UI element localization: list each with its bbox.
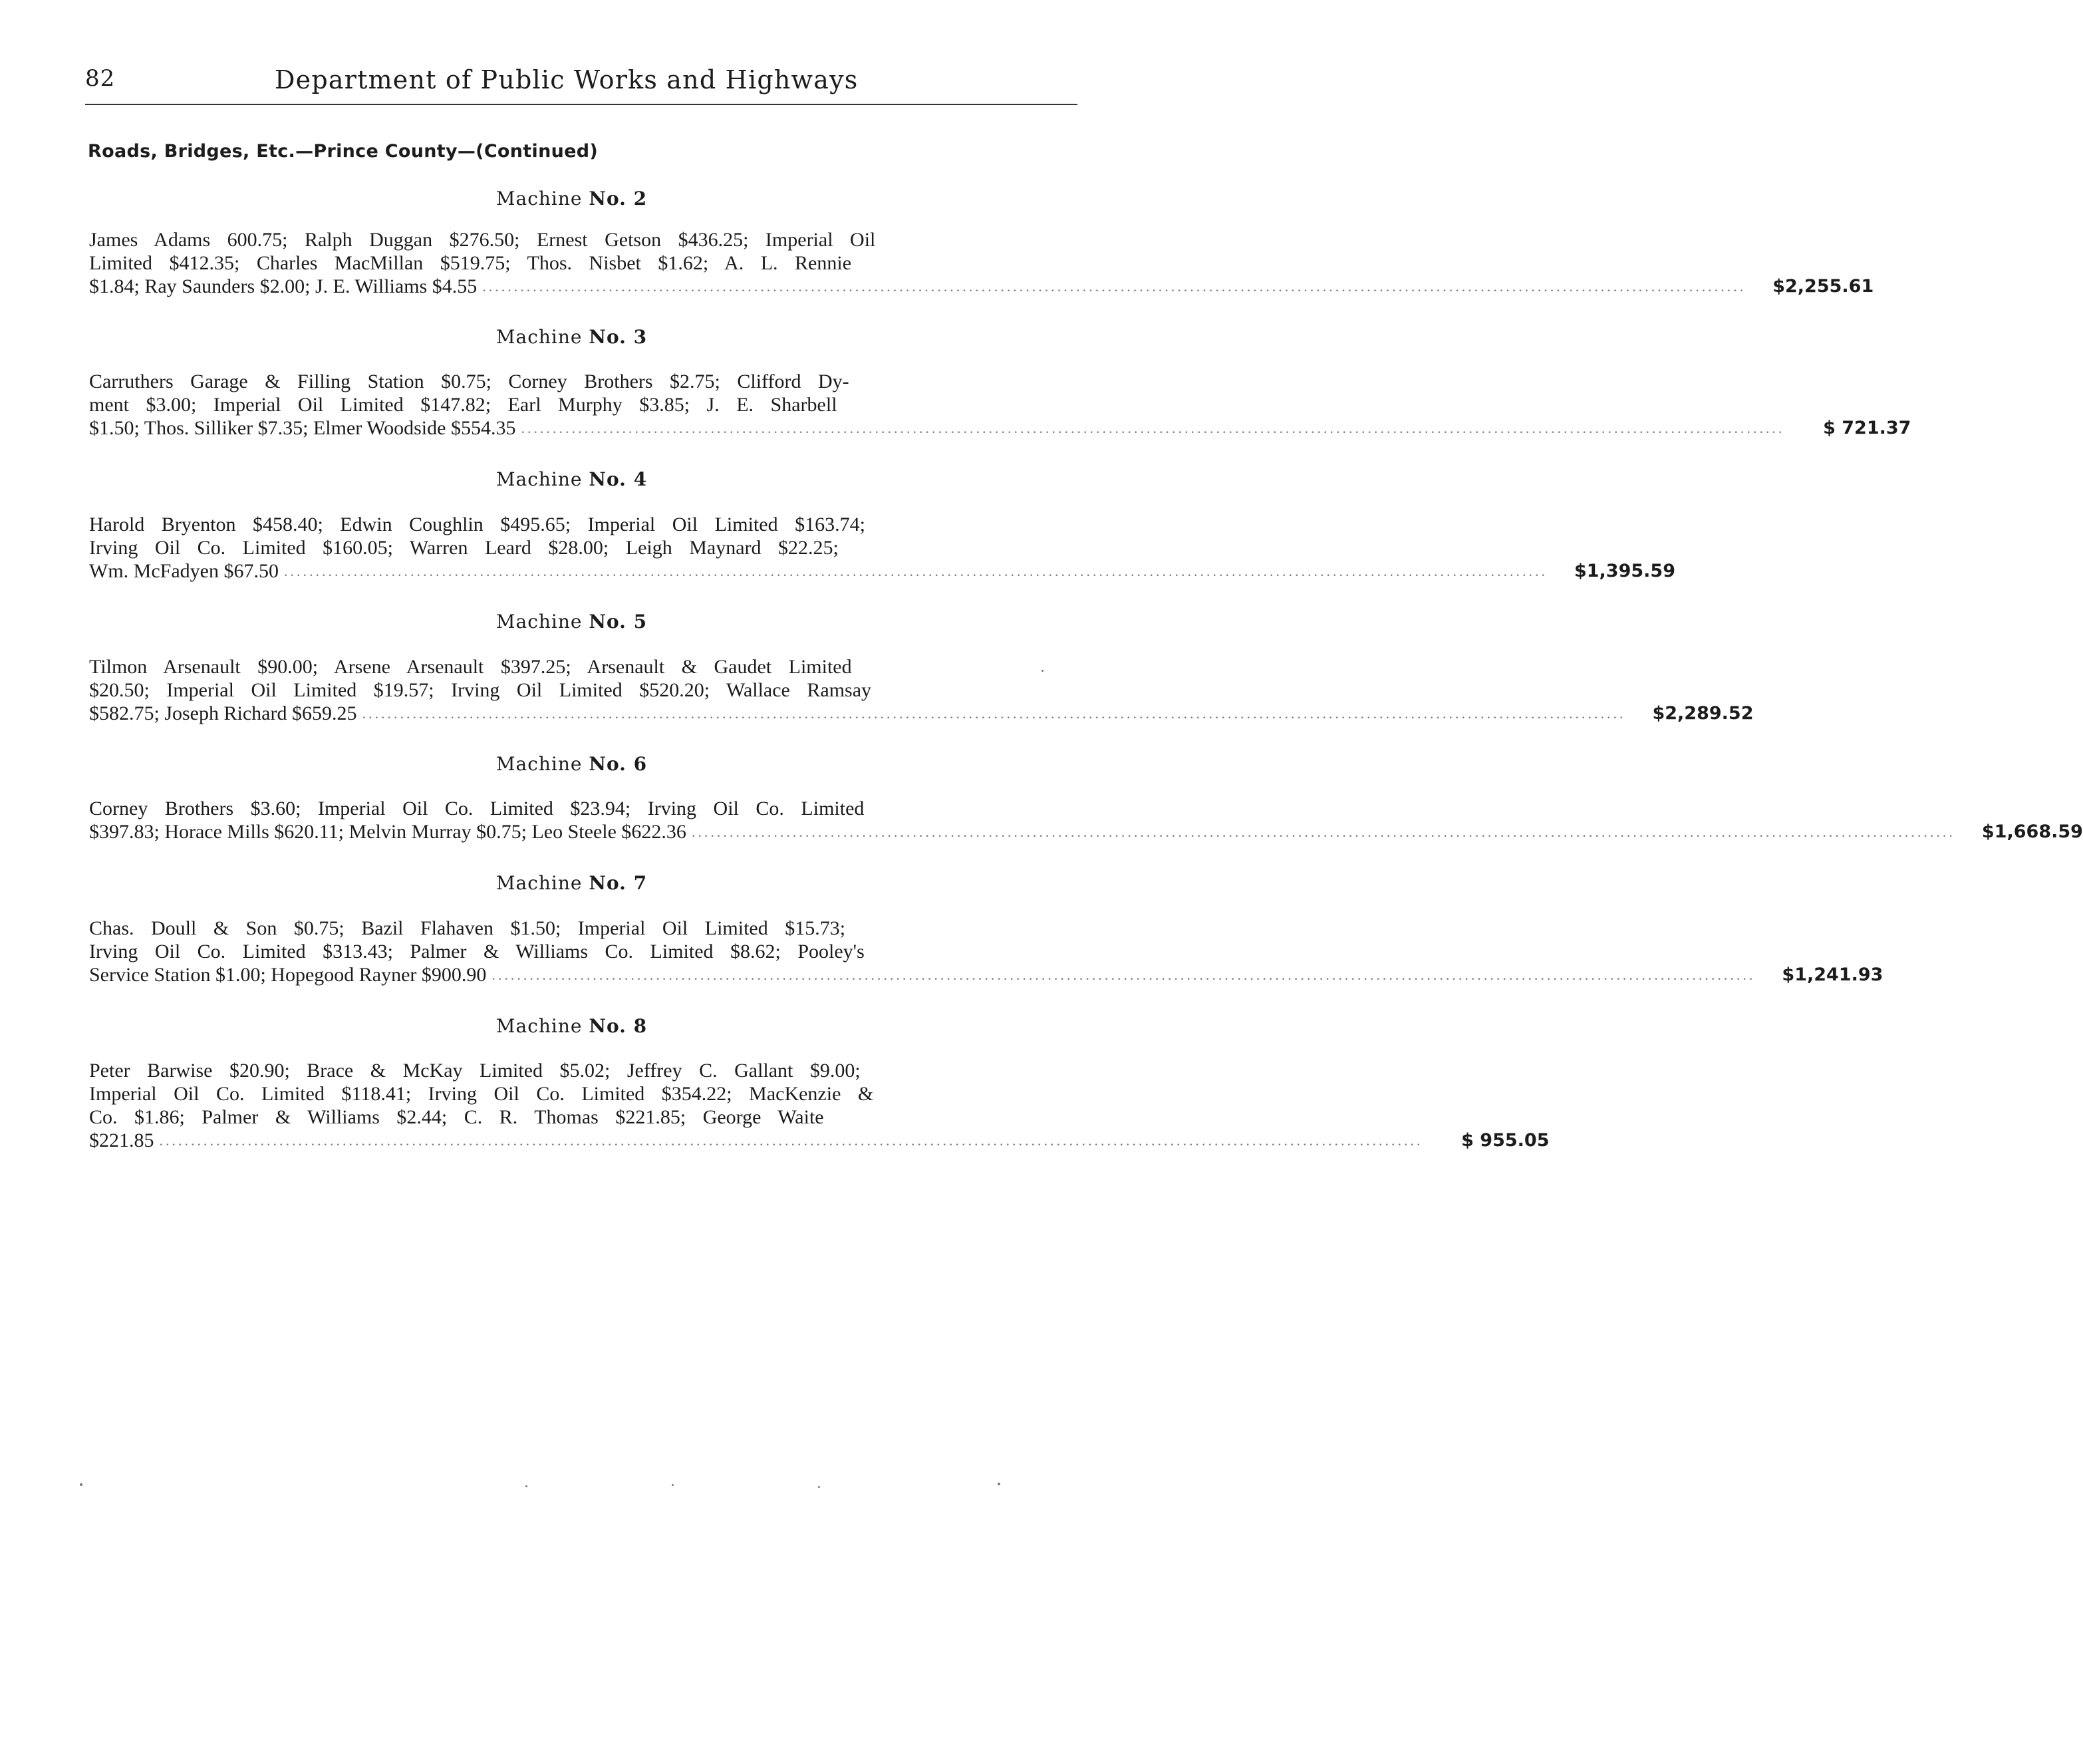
machine-number: No. 3 xyxy=(589,326,648,348)
entry-line xyxy=(89,940,1087,963)
machine-number: No. 5 xyxy=(589,611,648,633)
machine-heading xyxy=(0,611,1143,633)
entry-final-line xyxy=(89,1129,1550,1152)
entry-final-line xyxy=(89,416,1911,440)
machine-number: No. 6 xyxy=(589,753,648,775)
running-head xyxy=(85,65,1083,100)
entry-final-line xyxy=(89,820,2083,843)
scan-speck xyxy=(80,1483,82,1486)
machine-number: No. 8 xyxy=(589,1015,648,1037)
entry-line xyxy=(89,370,1087,393)
entry-line xyxy=(89,797,1087,820)
machine-entry xyxy=(89,1059,1550,1152)
entry-final-line xyxy=(89,702,1754,725)
entry-line-text: Peter Barwise $20.90; Brace & McKay Limited $5.02; Jeffrey C. Gallant $9.00; xyxy=(89,1060,861,1082)
dot-leader: ........................................................................................................................................................................................................ xyxy=(691,823,1955,840)
scan-speck xyxy=(818,1486,820,1488)
dot-leader: ........................................................................................................................................................................................................ xyxy=(159,1132,1423,1149)
entry-line xyxy=(89,513,1087,536)
entry-line xyxy=(89,1082,1087,1105)
dot-leader: ........................................................................................................................................................................................................ xyxy=(491,966,1756,983)
entry-final-line xyxy=(89,963,1883,986)
entry-line-text: Co. $1.86; Palmer & Williams $2.44; C. R. Thomas $221.85; George Waite xyxy=(89,1106,824,1128)
machine-total: $ 955.05 xyxy=(1461,1130,1550,1151)
entry-final-line xyxy=(89,559,1675,583)
entry-line-text: $221.85 xyxy=(89,1129,154,1151)
machine-label: Machine xyxy=(495,753,583,775)
scan-speck xyxy=(998,1483,1000,1485)
entry-line-text: $20.50; Imperial Oil Limited $19.57; Irving Oil Limited $520.20; Wallace Ramsay xyxy=(89,679,872,701)
entry-line-text: Harold Bryenton $458.40; Edwin Coughlin $495.65; Imperial Oil Limited $163.74; xyxy=(89,514,865,535)
machine-entry xyxy=(89,797,2083,843)
machine-entry xyxy=(89,513,1675,583)
machine-total: $ 721.37 xyxy=(1823,418,1911,438)
entry-line-text: $1.84; Ray Saunders $2.00; J. E. Williams $4.55 xyxy=(89,275,478,297)
machine-total: $2,255.61 xyxy=(1772,276,1874,297)
machine-entry xyxy=(89,370,1911,440)
scan-speck xyxy=(1042,670,1043,672)
scan-speck xyxy=(672,1484,674,1486)
machine-total: $1,668.59 xyxy=(1981,821,2083,842)
machine-heading xyxy=(0,326,1143,348)
dot-leader: ........................................................................................................................................................................................................ xyxy=(283,563,1548,579)
machine-heading xyxy=(0,188,1143,210)
entry-line-text: Imperial Oil Co. Limited $118.41; Irving Oil Co. Limited $354.22; MacKenzie & xyxy=(89,1083,874,1105)
entry-line-text: $397.83; Horace Mills $620.11; Melvin Murray $0.75; Leo Steele $622.36 xyxy=(89,821,686,843)
page-number: 82 xyxy=(85,65,116,92)
entry-line-text: Irving Oil Co. Limited $313.43; Palmer & Williams Co. Limited $8.62; Pooley's xyxy=(89,941,865,962)
machine-label: Machine xyxy=(495,326,583,348)
entry-line-text: Corney Brothers $3.60; Imperial Oil Co. Limited $23.94; Irving Oil Co. Limited xyxy=(89,798,865,819)
machine-entry xyxy=(89,228,1874,298)
entry-line-text: James Adams 600.75; Ralph Duggan $276.50; Ernest Getson $436.25; Imperial Oil xyxy=(89,229,876,251)
entry-line xyxy=(89,536,1087,559)
entry-line xyxy=(89,251,1087,275)
dot-leader: ........................................................................................................................................................................................................ xyxy=(482,278,1746,295)
entry-line-text: $582.75; Joseph Richard $659.25 xyxy=(89,702,357,724)
entry-line xyxy=(89,1059,1087,1082)
entry-line-text: Tilmon Arsenault $90.00; Arsene Arsenault $397.25; Arsenault & Gaudet Limited xyxy=(89,656,852,678)
entry-line-text: $1.50; Thos. Silliker $7.35; Elmer Woodside $554.35 xyxy=(89,417,516,439)
machine-number: No. 4 xyxy=(589,468,648,490)
entry-line xyxy=(89,228,1087,251)
machine-total: $2,289.52 xyxy=(1652,703,1754,724)
machine-total: $1,395.59 xyxy=(1574,561,1675,581)
scan-speck xyxy=(525,1485,527,1487)
machine-label: Machine xyxy=(495,1015,583,1037)
entry-final-line xyxy=(89,275,1874,298)
entry-line xyxy=(89,917,1087,940)
machine-label: Machine xyxy=(495,872,583,894)
entry-line-text: Service Station $1.00; Hopegood Rayner $900.90 xyxy=(89,964,487,986)
machine-heading xyxy=(0,468,1143,490)
dot-leader: ........................................................................................................................................................................................................ xyxy=(521,420,1785,436)
section-heading: Roads, Bridges, Etc.—Prince County—(Continued) xyxy=(88,141,598,162)
entry-line xyxy=(89,678,1087,702)
machine-heading xyxy=(0,1015,1143,1037)
entry-line-text: Irving Oil Co. Limited $160.05; Warren Leard $28.00; Leigh Maynard $22.25; xyxy=(89,537,839,559)
dot-leader: ........................................................................................................................................................................................................ xyxy=(362,705,1626,722)
machine-number: No. 2 xyxy=(589,188,648,210)
entry-line-text: Chas. Doull & Son $0.75; Bazil Flahaven $1.50; Imperial Oil Limited $15.73; xyxy=(89,917,846,939)
entry-line xyxy=(89,655,1087,678)
entry-line-text: Wm. McFadyen $67.50 xyxy=(89,560,279,582)
machine-entry xyxy=(89,917,1883,986)
entry-line-text: ment $3.00; Imperial Oil Limited $147.82; Earl Murphy $3.85; J. E. Sharbell xyxy=(89,394,837,416)
machine-heading xyxy=(0,872,1143,894)
machine-label: Machine xyxy=(495,611,583,633)
machine-heading xyxy=(0,753,1143,775)
machine-label: Machine xyxy=(495,188,583,210)
running-title: Department of Public Works and Highways xyxy=(275,65,859,94)
machine-label: Machine xyxy=(495,468,583,490)
machine-number: No. 7 xyxy=(589,872,648,894)
machine-total: $1,241.93 xyxy=(1782,964,1883,985)
header-rule xyxy=(85,104,1077,105)
entry-line xyxy=(89,1105,1087,1129)
entry-line xyxy=(89,393,1087,416)
machine-entry xyxy=(89,655,1754,725)
entry-line-text: Carruthers Garage & Filling Station $0.75; Corney Brothers $2.75; Clifford Dy- xyxy=(89,370,849,392)
entry-line-text: Limited $412.35; Charles MacMillan $519.75; Thos. Nisbet $1.62; A. L. Rennie xyxy=(89,252,852,274)
